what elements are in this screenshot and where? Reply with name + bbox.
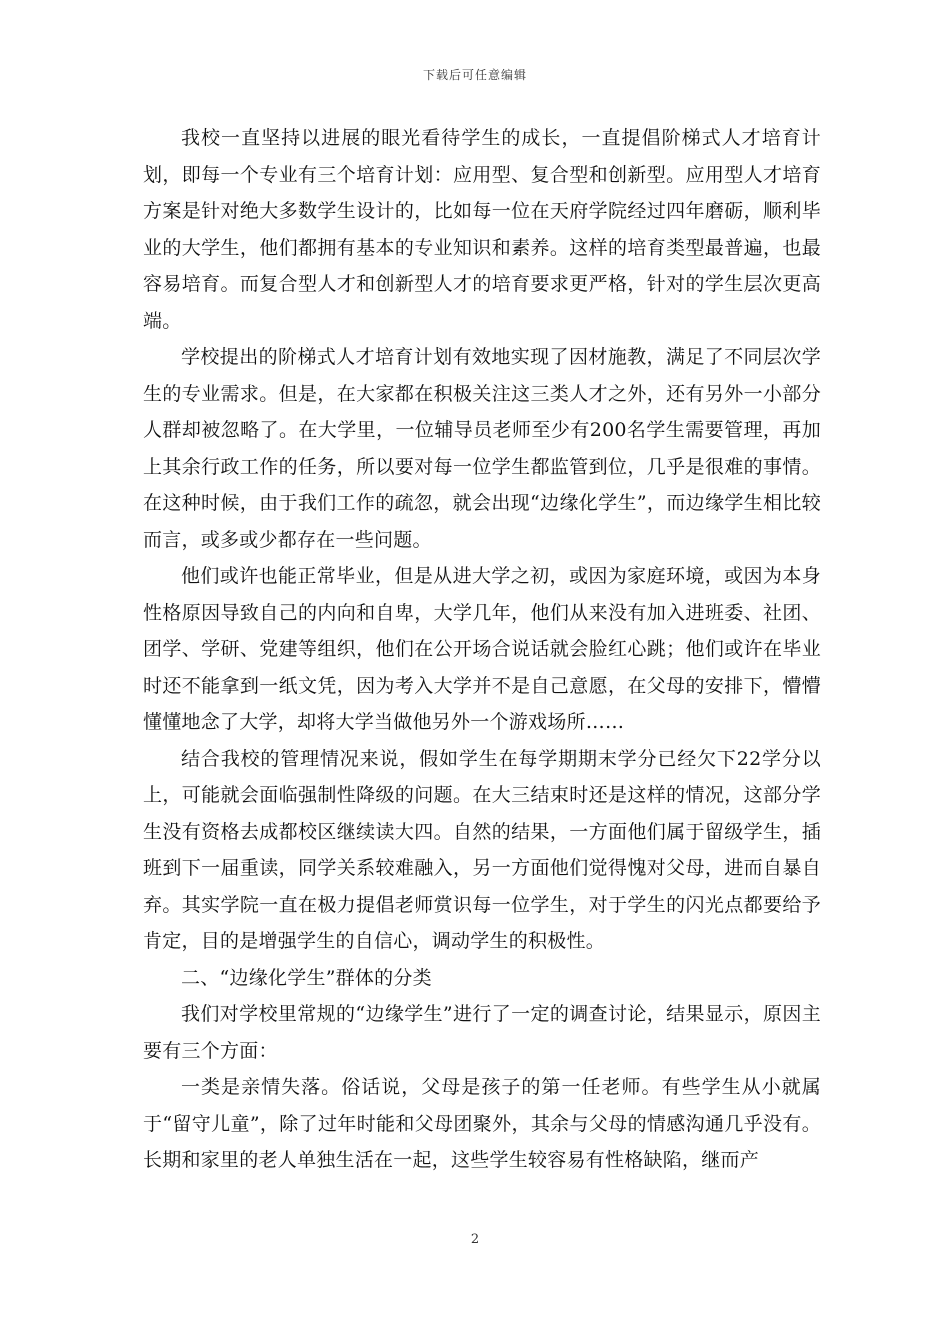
paragraph-student-background: 他们或许也能正常毕业，但是从进大学之初，或因为家庭环境，或因为本身性格原因导致自己的内向和自卑，大学几年，他们从来没有加入进班委、社团、团学、学研、党建等组织，他们在公开场合说话就会脸红心跳；他们或许在毕业时还不能拿到一纸文凭，因为考入大学并不是自己意愿，在父母的安排下，懵懵懂懂地念了大学，却将大学当做他另外一个游戏场所…… [143, 565, 821, 733]
section-heading-classification: 二、“边缘化学生”群体的分类 [181, 966, 432, 989]
paragraph-family-affection-loss: 一类是亲情失落。俗话说，父母是孩子的第一任老师。有些学生从小就属于“留守儿童”，除了过年时能和父母团聚外，其余与父母的情感沟通几乎没有。长期和家里的老人单独生活在一起，这些学生较容易有性格缺陷，继而产 [143, 1076, 821, 1171]
page-header: 下载后可任意编辑 [422, 68, 527, 82]
document-body [143, 120, 821, 1179]
paragraph-survey-results: 我们对学校里常规的“边缘学生”进行了一定的调查讨论，结果显示，原因主要有三个方面： [143, 1003, 821, 1062]
paragraph-tiered-training-plan: 我校一直坚持以进展的眼光看待学生的成长，一直提倡阶梯式人才培育计划，即每一个专业有三个培育计划：应用型、复合型和创新型。应用型人才培育方案是针对绝大多数学生设计的，比如每一位在天府学院经过四年磨砺，顺利毕业的大学生，他们都拥有基本的专业知识和素养。这样的培育类型最普遍，也最容易培育。而复合型人才和创新型人才的培育要求更严格，针对的学生层次更高端。 [143, 127, 821, 332]
paragraph-marginalized-students-overlooked: 学校提出的阶梯式人才培育计划有效地实现了因材施教，满足了不同层次学生的专业需求。但是，在大家都在积极关注这三类人才之外，还有另外一小部分人群却被忽略了。在大学里，一位辅导员老师至少有200名学生需要管理，再加上其余行政工作的任务，所以要对每一位学生都监管到位，几乎是很难的事情。在这种时候，由于我们工作的疏忽，就会出现“边缘化学生”，而边缘学生相比较而言，或多或少都存在一些问题。 [143, 346, 821, 551]
paragraph-credit-management: 结合我校的管理情况来说，假如学生在每学期期末学分已经欠下22学分以上，可能就会面临强制性降级的问题。在大三结束时还是这样的情况，这部分学生没有资格去成都校区继续读大四。自然的结果，一方面他们属于留级学生，插班到下一届重读，同学关系较难融入，另一方面他们觉得愧对父母，进而自暴自弃。其实学院一直在极力提倡老师赏识每一位学生，对于学生的闪光点都要给予肯定，目的是增强学生的自信心，调动学生的积极性。 [143, 747, 821, 952]
page-number: 2 [470, 1232, 480, 1247]
